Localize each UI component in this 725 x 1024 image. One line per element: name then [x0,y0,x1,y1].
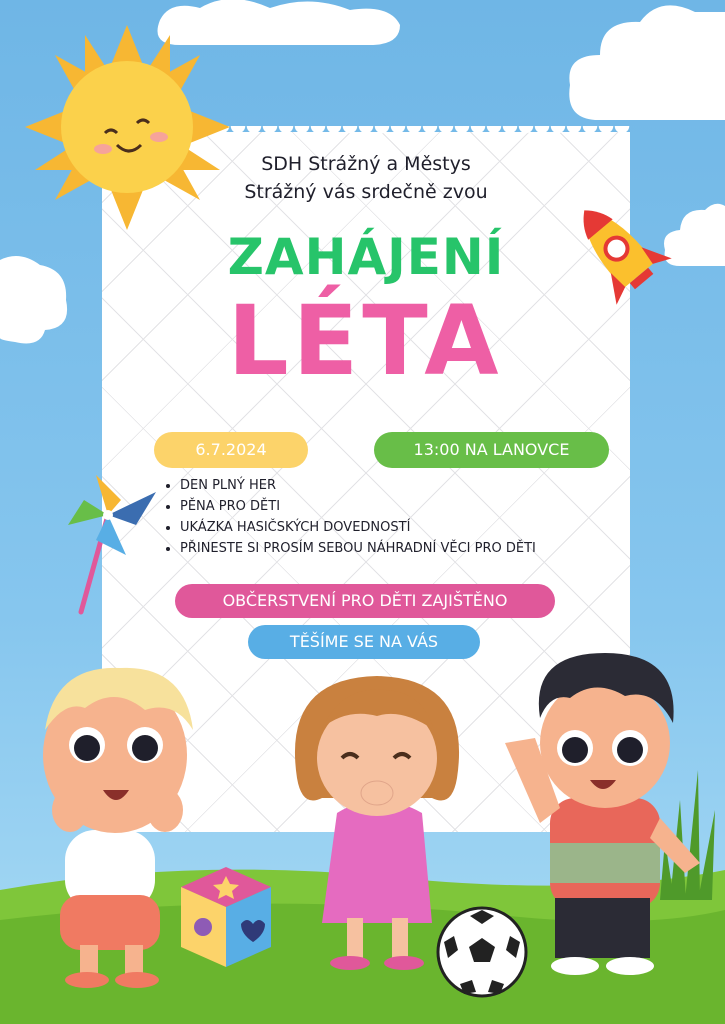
title-zahajeni: ZAHÁJENÍ [227,228,505,286]
see-you-banner: TĚŠÍME SE NA VÁS [248,625,480,659]
child-girl [282,668,472,978]
list-item: • PŘINESTE SI PROSÍM SEBOU NÁHRADNÍ VĚCI PRO DĚTI [180,538,536,559]
list-item: • UKÁZKA HASIČSKÝCH DOVEDNOSTÍ [180,517,536,538]
invitation-line-1: SDH Strážný a Městys [261,153,471,175]
refreshments-banner: OBČERSTVENÍ PRO DĚTI ZAJIŠTĚNO [175,584,555,618]
list-item: • PĚNA PRO DĚTI [180,496,536,517]
cloud-icon [0,250,72,350]
date-badge: 6.7.2024 [154,432,308,468]
child-blond [25,660,210,990]
title-leta: LÉTA [227,285,503,397]
child-boy [495,648,710,988]
invitation-text [180,150,552,206]
cloud-icon [565,0,725,125]
rocket-icon [565,192,677,317]
list-item: • DEN PLNÝ HER [180,475,536,496]
program-list [162,475,536,559]
time-place-badge: 13:00 NA LANOVCE [374,432,609,468]
invitation-line-2: Strážný vás srdečně zvou [244,181,488,203]
pinwheel-icon [66,470,161,615]
